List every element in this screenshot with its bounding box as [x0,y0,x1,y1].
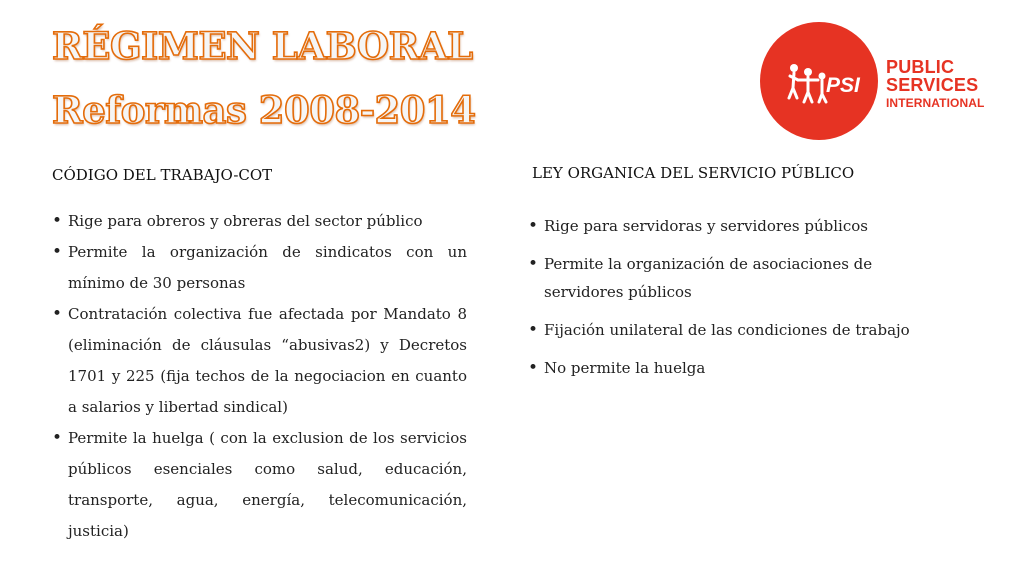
logo-text-public: PUBLIC [886,57,955,77]
list-item: • No permite la huelga [528,354,938,382]
psi-figures-icon [760,22,878,140]
list-item: • Permite la organización de asociaciones de servidores públicos [528,250,938,306]
list-item: • Fijación unilateral de las condiciones de trabajo [528,316,938,344]
psi-logo-text [886,58,984,109]
list-item: • Rige para servidoras y servidores públicos [528,212,938,240]
psi-monogram: PSI [826,74,860,97]
left-column-heading: CÓDIGO DEL TRABAJO-COT [52,166,273,184]
list-item: • Permite la huelga ( con la exclusion de los servicios públicos esenciales como salud, educación, transporte, agua, energía, telecomunicación, justicia) [52,423,467,547]
list-item: • Contratación colectiva fue afectada por Mandato 8 (eliminación de cláusulas “abusivas2) y Decretos 1701 y 225 (fija techos de la negociacion en cuanto a salarios y libertad sindical) [52,299,467,423]
list-item: • Rige para obreros y obreras del sector público [52,206,467,237]
right-bullet-list [528,212,938,392]
slide-title: RÉGIMEN LABORAL [52,24,473,68]
logo-text-international: INTERNATIONAL [886,96,985,110]
psi-logo [760,22,990,142]
slide-subtitle: Reformas 2008-2014 [52,88,476,132]
psi-logo-circle [760,22,878,140]
left-bullet-list [52,206,467,547]
logo-text-services: SERVICES [886,75,979,95]
right-column-heading: LEY ORGANICA DEL SERVICIO PÚBLICO [532,164,855,182]
list-item: • Permite la organización de sindicatos con un mínimo de 30 personas [52,237,467,299]
